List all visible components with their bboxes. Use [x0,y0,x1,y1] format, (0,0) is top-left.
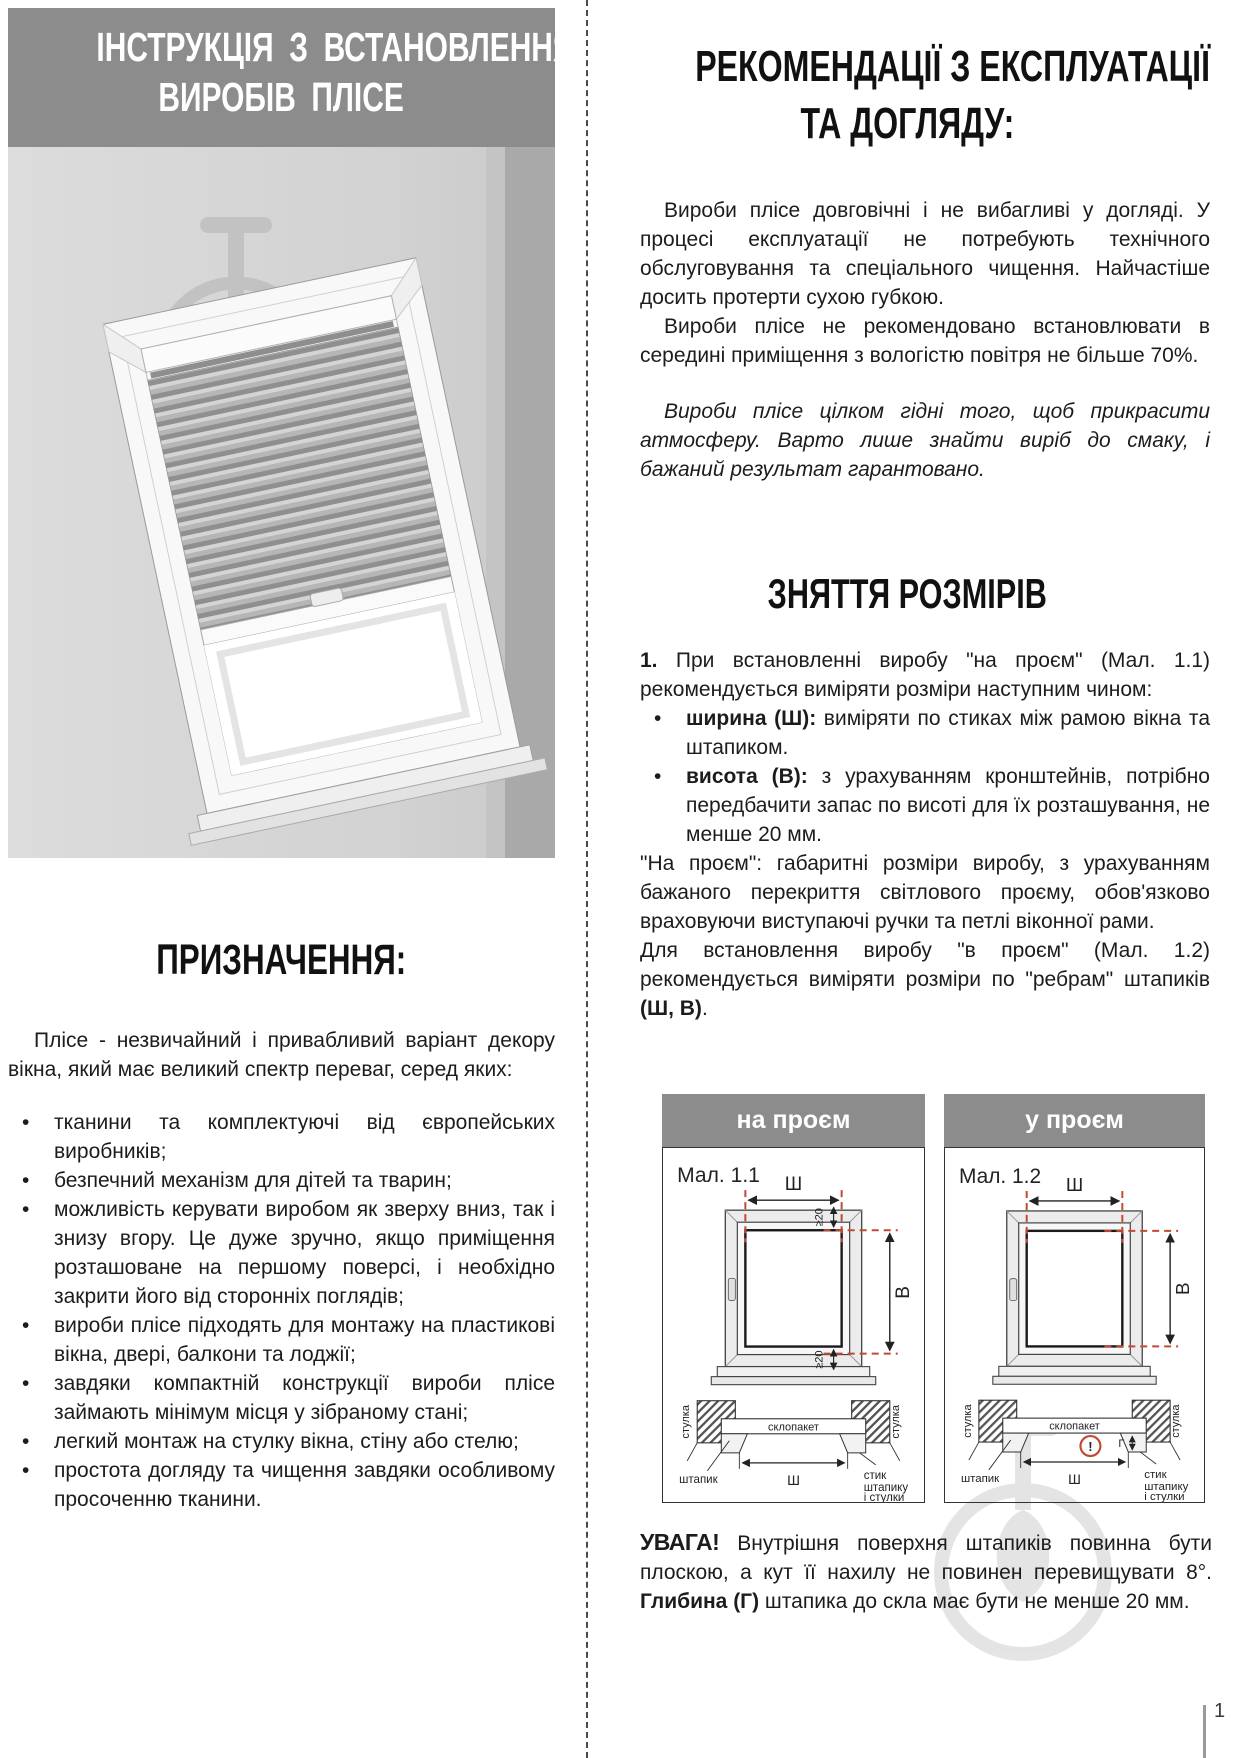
purpose-heading: ПРИЗНАЧЕННЯ: [156,936,407,984]
svg-text:!: ! [1088,1439,1093,1455]
measuring-section [640,646,1210,1023]
svg-text:В: В [1173,1282,1195,1295]
svg-text:Ш: Ш [1065,1175,1084,1197]
list-item: • ширина (Ш): виміряти по стиках між рамою вікна та штапиком. [640,704,1210,762]
purpose-section [8,1026,555,1514]
care-heading [600,38,1215,152]
header-title-line2: ВИРОБІВ ПЛІСЕ [158,74,405,120]
header-title-line1: ІНСТРУКЦІЯ З ВСТАНОВЛЕННЯ [96,24,575,70]
svg-text:стулка: стулка [961,1404,974,1438]
list-item: • легкий монтаж на стулку вікна, стіну або стелю; [8,1427,555,1456]
svg-text:≥20: ≥20 [813,1350,826,1369]
measuring-heading: ЗНЯТТЯ РОЗМІРІВ [767,570,1048,617]
bullet-icon: • [22,1169,30,1192]
window-blind-photo [8,147,555,858]
bullet-icon: • [22,1430,30,1453]
bullet-icon: • [22,1198,30,1221]
svg-text:і стулки: і стулки [1144,1490,1185,1502]
svg-text:і стулки: і стулки [863,1491,905,1502]
care-paragraph-2: Вироби плісе не рекомендовано встановлювати в середині приміщення з вологістю повітря не більше 70%. [640,315,1210,367]
svg-text:Ш: Ш [787,1471,800,1488]
list-item: • простота догляду та чищення завдяки особливому просоченню тканини. [8,1456,555,1514]
bullet-icon: • [22,1314,30,1337]
svg-text:склопакет: склопакет [1049,1420,1100,1433]
care-section [640,196,1210,484]
page-number-rule [1203,1705,1206,1758]
svg-text:стулка: стулка [889,1404,902,1439]
svg-text:штапику: штапику [863,1481,909,1494]
bullet-icon: • [22,1372,30,1395]
diagram-u-proem [944,1094,1205,1503]
svg-text:стулка: стулка [1170,1404,1183,1438]
svg-text:≥20: ≥20 [813,1208,826,1227]
svg-text:склопакет: склопакет [768,1421,819,1434]
list-item: • тканини та комплектуючі від європейських виробників; [8,1108,555,1166]
attention-lead: УВАГА! [640,1529,720,1555]
window-handle [728,1278,735,1300]
care-paragraph-3: Вироби плісе цілком гідні того, щоб прикрасити атмосферу. Варто лише знайти виріб до смаку, і бажаний результат гарантовано. [640,400,1210,481]
svg-text:Ш: Ш [1068,1470,1081,1487]
list-item: • висота (В): з урахуванням кронштейнів, потрібно передбачити запас по висоті для їх розташування, не менше 20 мм. [640,762,1210,849]
svg-text:стик: стик [1144,1468,1167,1481]
measuring-na-proem: "На проєм": габаритні розміри виробу, з урахуванням бажаного перекриття світлового проєму, обов'язково враховуючи виступаючі ручки та петлі віконної рами. [640,852,1210,933]
purpose-intro: Плісе - незвичайний і привабливий варіант декору вікна, який має великий спектр переваг, серед яких: [8,1029,555,1081]
care-heading-line2: ТА ДОГЛЯДУ: [800,99,1015,148]
column-divider [586,0,588,1758]
svg-text:Мал. 1.1: Мал. 1.1 [677,1164,760,1188]
measuring-v-proem: Для встановлення виробу "в проєм" (Мал. 1.2) рекомендується виміряти розміри по "ребрам" штапиків (Ш, В). [640,939,1210,1020]
list-item: • вироби плісе підходять для монтажу на пластикові вікна, двері, балкони та лоджії; [8,1311,555,1369]
svg-text:В: В [892,1286,914,1299]
diagram1-drawing [663,1148,924,1502]
list-item: • можливість керувати виробом як зверху вниз, так і знизу вгору. Це дуже зручно, якщо приміщення розташоване на першому поверсі, і необхідно закрити його від сторонніх поглядів; [8,1195,555,1311]
care-heading-line1: РЕКОМЕНДАЦІЇ З ЕКСПЛУАТАЦІЇ [695,42,1210,91]
diagram1-band: на проєм [662,1094,925,1147]
page-number: 1 [1214,1700,1226,1722]
diagram-na-proem [662,1094,925,1503]
bullet-icon: • [654,765,662,788]
diagram2-body [944,1147,1205,1503]
diagram1-body [662,1147,925,1503]
attention-note: УВАГА! Внутрішня поверхня штапиків повинна бути плоскою, а кут її нахилу не повинен перевищувати 8°. Глибина (Г) штапика до скла має бути не менше 20 мм. [640,1529,1212,1613]
list-item: • безпечний механізм для дітей та тварин; [8,1166,555,1195]
svg-text:Ш: Ш [784,1174,803,1196]
measuring-step1: 1. При встановленні виробу "на проєм" (Мал. 1.1) рекомендується виміряти розміри наступним чином: [640,649,1210,701]
svg-text:штапик: штапик [960,1472,1000,1485]
svg-text:стик: стик [863,1469,887,1482]
bullet-icon: • [654,707,662,730]
window-handle [1010,1279,1017,1301]
svg-text:Мал. 1.2: Мал. 1.2 [958,1165,1042,1189]
svg-text:штапику: штапику [1144,1480,1189,1493]
left-header-band [8,8,575,147]
svg-text:штапик: штапик [679,1473,718,1486]
care-paragraph-1: Вироби плісе довговічні і не вибагливі у догляді. У процесі експлуатації не потребують технічного обслуговування та спеціального чищення. Найчастіше досить протерти сухою губкою. [640,199,1210,309]
diagram2-band: у проєм [944,1094,1205,1147]
bullet-icon: • [22,1111,30,1134]
pleated-fabric [148,327,451,630]
window-blind-render [8,147,555,858]
svg-text:стулка: стулка [680,1404,693,1439]
diagram2-drawing [945,1148,1204,1502]
bullet-icon: • [22,1459,30,1482]
svg-text:Г: Г [1118,1438,1125,1451]
list-item: • завдяки компактній конструкції вироби плісе займають мінімум місця у зібраному стані; [8,1369,555,1427]
